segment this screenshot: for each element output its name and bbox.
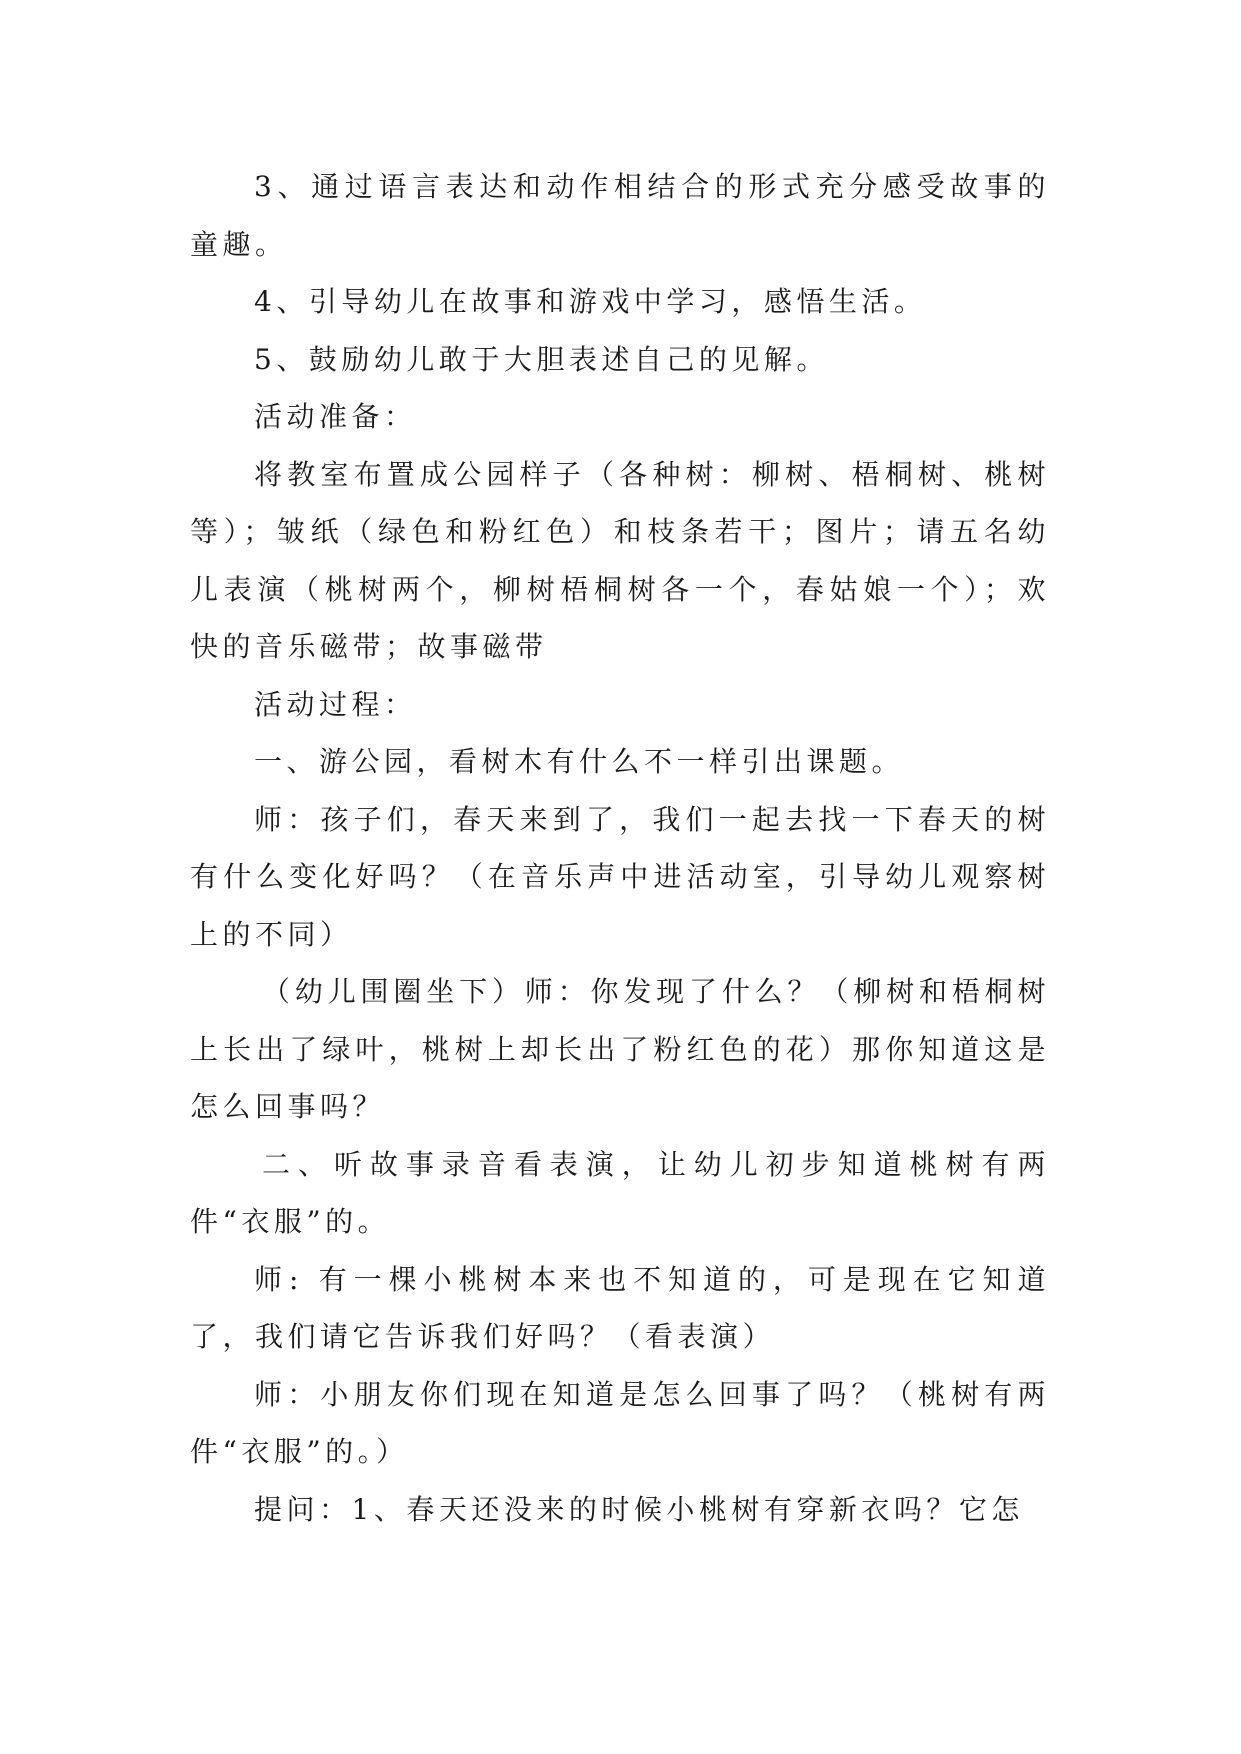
paragraph-step-1: 一、游公园，看树木有什么不一样引出课题。 — [254, 745, 905, 778]
paragraph-teacher-3: 师: 有一棵小桃树本来也不知道的，可是现在它知道了，我们请它告诉我们好吗？（看表演） — [190, 1262, 1050, 1353]
heading-activity-preparation: 活动准备： — [254, 400, 417, 433]
paragraph-teacher-2: （幼儿围圈坐下）师：你发现了什么？（柳树和梧桐树上长出了绿叶，桃树上却长出了粉红色的花）那你知道这是怎么回事吗？ — [190, 975, 1050, 1123]
paragraph-goal-3: 3、通过语言表达和动作相结合的形式充分感受故事的童趣。 — [190, 170, 1050, 261]
paragraph-goal-4: 4、引导幼儿在故事和游戏中学习，感悟生活。 — [254, 285, 927, 318]
paragraph-teacher-1: 师：孩子们，春天来到了，我们一起去找一下春天的树有什么变化好吗？（在音乐声中进活动室，引导幼儿观察树上的不同） — [190, 802, 1050, 951]
paragraph-step-2: 二、听故事录音看表演，让幼儿初步知道桃树有两件“衣服”的。 — [190, 1147, 1050, 1238]
paragraph-teacher-4: 师：小朋友你们现在知道是怎么回事了吗？（桃树有两件“衣服”的。） — [190, 1377, 1050, 1468]
paragraph-question: 提问：1、春天还没来的时候小桃树有穿新衣吗？它怎 — [254, 1492, 1024, 1526]
paragraph-preparation: 将教室布置成公园样子（各种树：柳树、梧桐树、桃树等）；皱纸（绿色和粉红色）和枝条若干；图片；请五名幼儿表演（桃树两个，柳树梧桐树各一个，春姑娘一个）；欢快的音乐磁带；故事磁带 — [190, 457, 1050, 663]
heading-activity-process: 活动过程： — [254, 687, 417, 721]
document-body — [190, 158, 1050, 1538]
paragraph-goal-5: 5、鼓励幼儿敢于大胆表述自己的见解。 — [254, 342, 829, 376]
